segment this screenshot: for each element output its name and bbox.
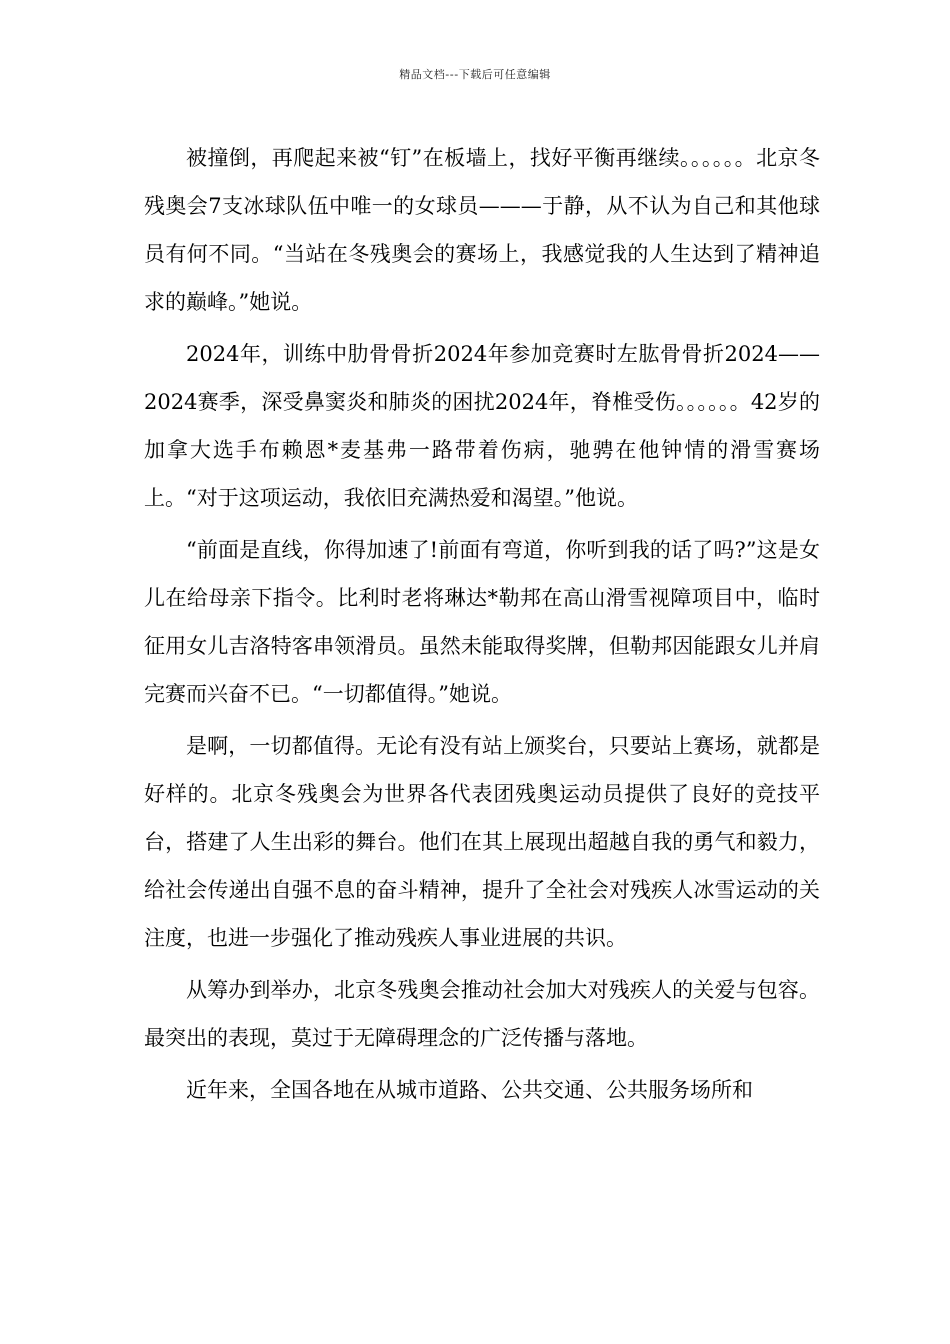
paragraph: 2024年，训练中肋骨骨折2024年参加竞赛时左肱骨骨折2024——2024赛季，深受鼻窦炎和肺炎的困扰2024年，脊椎受伤。。。。。。42岁的加拿大选手布赖恩*麦基弗一路带着伤病，驰骋在他钟情的滑雪赛场上。“对于这项运动，我依旧充满热爱和渴望。”他说。 xyxy=(144,342,820,510)
document-body xyxy=(144,134,820,1118)
paragraph: 近年来，全国各地在从城市道路、公共交通、公共服务场所和 xyxy=(186,1078,753,1102)
paragraph: 被撞倒，再爬起来被“钉”在板墙上，找好平衡再继续。。。。。。北京冬残奥会7支冰球队伍中唯一的女球员———于静，从不认为自己和其他球员有何不同。“当站在冬残奥会的赛场上，我感觉我的人生达到了精神追求的巅峰。”她说。 xyxy=(144,146,820,314)
paragraph: “前面是直线，你得加速了!前面有弯道，你听到我的话了吗?”这是女儿在给母亲下指令。比利时老将琳达*勒邦在高山滑雪视障项目中，临时征用女儿吉洛特客串领滑员。虽然未能取得奖牌，但勒邦因能跟女儿并肩完赛而兴奋不已。“一切都值得。”她说。 xyxy=(144,538,820,706)
paragraph: 从筹办到举办，北京冬残奥会推动社会加大对残疾人的关爱与包容。最突出的表现，莫过于无障碍理念的广泛传播与落地。 xyxy=(144,978,820,1050)
paragraph: 是啊，一切都值得。无论有没有站上颁奖台，只要站上赛场，就都是好样的。北京冬残奥会为世界各代表团残奥运动员提供了良好的竞技平台，搭建了人生出彩的舞台。他们在其上展现出超越自我的勇气和毅力，给社会传递出自强不息的奋斗精神，提升了全社会对残疾人冰雪运动的关注度，也进一步强化了推动残疾人事业进展的共识。 xyxy=(144,734,820,950)
page-header: 精品文档---下载后可任意编辑 xyxy=(399,68,551,81)
